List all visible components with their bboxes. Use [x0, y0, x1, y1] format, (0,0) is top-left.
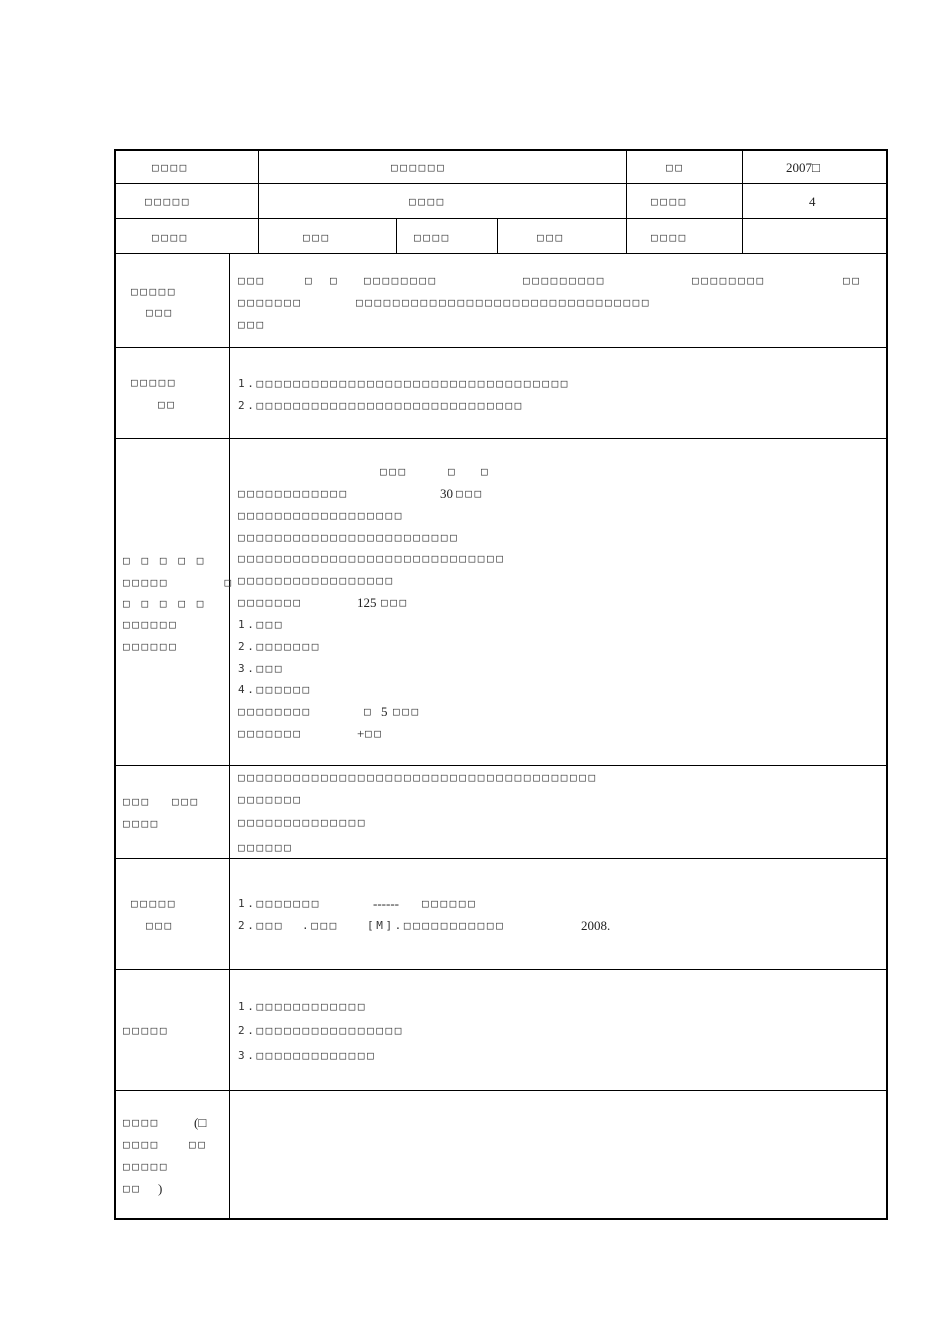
header-value-teacher: □□□: [303, 231, 331, 244]
list-item: 3.□□□□□□□□□□□□□: [238, 1049, 377, 1062]
reference-text: □□□□□□: [422, 897, 478, 910]
process-line: 4.□□□□□□: [238, 683, 312, 696]
text-fragment: □□□□□□□□: [364, 274, 438, 287]
list-item: 2.□□□□□□□□□□□□□□□□□□□□□□□□□□□□□: [238, 399, 524, 412]
section-label-line: □□: [158, 398, 177, 411]
section-label-line: ): [158, 1181, 163, 1196]
text-fragment: □□□□□□□: [238, 296, 303, 309]
text-line: □□□□□□□: [238, 793, 303, 806]
header-label-hours: □□□□: [651, 195, 688, 208]
process-line: □□□□□□□□□□□□: [238, 487, 349, 500]
section-label-line: □□□: [123, 795, 151, 808]
text-fragment: □: [330, 274, 340, 287]
text-line: □□□□□□□□□□□□□□□□□□□□□□□□□□□□□□□□□□□□□□□: [238, 771, 598, 784]
section-label-line: □□□: [172, 795, 200, 808]
process-title: □□□: [380, 465, 408, 478]
process-line: □□□: [381, 596, 409, 609]
section-label-line: □□□□□: [123, 1160, 170, 1173]
header-label-course: □□□□: [152, 161, 189, 174]
text-line: □□□□□□: [238, 841, 294, 854]
process-number: 30: [440, 486, 453, 501]
list-item: 1.□□□□□□□□□□□□: [238, 1000, 368, 1013]
process-line: □□□□□□□□□□□□□□□□□: [238, 574, 395, 587]
process-line: □□: [365, 727, 384, 740]
reference-dash: ------: [373, 896, 399, 911]
header-label-class: □□□□: [414, 231, 451, 244]
text-fragment: □□□: [238, 274, 266, 287]
process-line: □□□: [456, 487, 484, 500]
section-label-line: (□: [194, 1115, 207, 1130]
header-value-unit: □□□□: [409, 195, 446, 208]
section-label-line: □□□□□□: [123, 618, 179, 631]
section-label-line: □□□□: [123, 1138, 160, 1151]
section-label-line: □□□□: [123, 1116, 160, 1129]
section-label-line: □ □ □ □ □: [123, 554, 207, 567]
process-line: □□□□□□□: [238, 596, 303, 609]
process-number: +: [357, 726, 365, 741]
process-line: □□□□□□□□□□□□□□□□□□□□□□□□□□□□□: [238, 552, 506, 565]
text-fragment: □□□□□□□□□: [523, 274, 607, 287]
process-line: 2.□□□□□□□: [238, 640, 322, 653]
header-label-year: □□: [666, 161, 685, 174]
reference-year: 2008.: [581, 918, 611, 933]
process-title: □: [448, 465, 458, 478]
text-fragment: □: [305, 274, 315, 287]
section-label-line: □□□: [146, 919, 174, 932]
section-label-line: □ □ □ □ □: [123, 597, 207, 610]
process-line: 3.□□□: [238, 662, 285, 675]
process-line: □□□: [393, 705, 421, 718]
section-label-line: □□□□: [123, 817, 160, 830]
text-fragment: □□: [843, 274, 862, 287]
reference-text: 1.□□□□□□□: [238, 897, 322, 910]
list-item: 2.□□□□□□□□□□□□□□□□: [238, 1024, 405, 1037]
section-label-line: □□: [189, 1138, 208, 1151]
section-label-line: □□□□□□: [123, 640, 179, 653]
header-label-teacher: □□□□: [152, 231, 189, 244]
text-fragment: □□□□□□□□: [692, 274, 766, 287]
section-label-line: □□□□□: [131, 897, 178, 910]
list-item: 1.□□□□□□□□□□□□□□□□□□□□□□□□□□□□□□□□□□: [238, 377, 571, 390]
section-label-line: □□□□□: [131, 376, 178, 389]
process-line: 1.□□□: [238, 618, 285, 631]
text-fragment: □□□: [238, 318, 266, 331]
header-value-hours: 4: [809, 194, 816, 209]
process-number: 125: [357, 595, 377, 610]
process-line: □□□□□□□□□□□□□□□□□□: [238, 509, 405, 522]
reference-text: .□□□: [302, 919, 339, 932]
text-line: □□□□□□□□□□□□□□: [238, 816, 368, 829]
process-line: □□□□□□□□□□□□□□□□□□□□□□□□: [238, 531, 460, 544]
process-number: 5: [381, 704, 388, 719]
section-label-line: □□□□□: [131, 285, 178, 298]
header-value-class: □□□: [537, 231, 565, 244]
section-label-line: □□□: [146, 306, 174, 319]
header-value-year: 2007□: [786, 160, 820, 175]
header-value-course: □□□□□□: [391, 161, 447, 174]
process-line: □: [364, 705, 374, 718]
section-label-line: □□: [123, 1182, 142, 1195]
header-label-date: □□□□: [651, 231, 688, 244]
process-title: □: [481, 465, 491, 478]
process-line: □□□□□□□: [238, 727, 303, 740]
header-label-unit: □□□□□: [145, 195, 192, 208]
process-line: □□□□□□□□: [238, 705, 312, 718]
section-label-line: □□□□□: [123, 1024, 170, 1037]
reference-text: [M].□□□□□□□□□□□: [367, 919, 506, 932]
text-fragment: □□□□□□□□□□□□□□□□□□□□□□□□□□□□□□□□: [356, 296, 652, 309]
reference-text: 2.□□□: [238, 919, 285, 932]
section-label-line: □□□□□ □: [123, 576, 234, 589]
